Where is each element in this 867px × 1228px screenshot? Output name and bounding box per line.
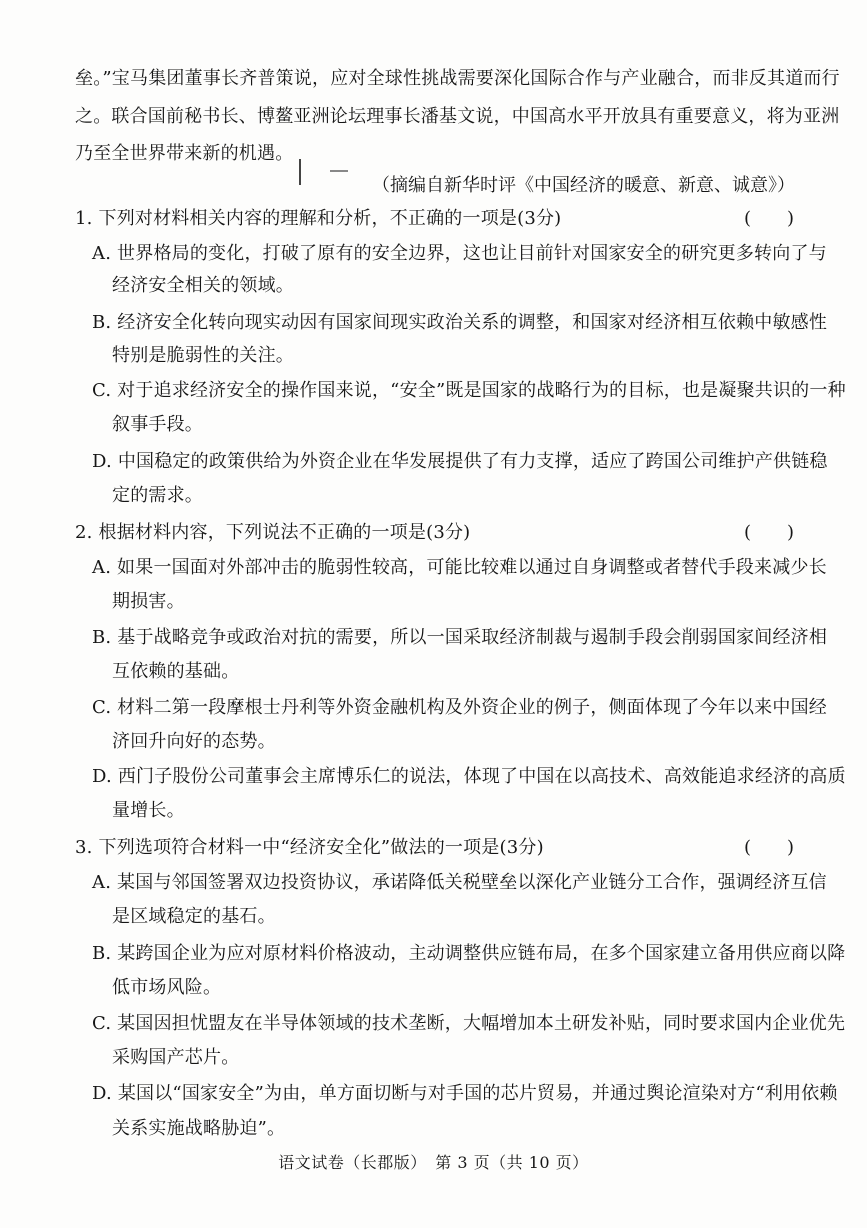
passage-line-3: 乃至全世界带来新的机遇。 (75, 143, 294, 164)
question-3-option-c: C. 某国因担忧盟友在半导体领域的技术垄断，大幅增加本土研发补贴，同时要求国内企业优先 (92, 1013, 846, 1034)
passage-line-2: 之。联合国前秘书长、博鳌亚洲论坛理事长潘基文说，中国高水平开放具有重要意义，将为亚洲 (75, 106, 840, 127)
question-3-option-d: D. 某国以“国家安全”为由，单方面切断与对手国的芯片贸易，并通过舆论渲染对方“利用依赖 (92, 1083, 838, 1104)
question-1-option-c-cont: 叙事手段。 (112, 414, 203, 435)
question-2-option-a-cont: 期损害。 (112, 591, 185, 612)
passage-source: （摘编自新华时评《中国经济的暖意、新意、诚意》） (372, 175, 795, 196)
question-1-option-b-cont: 特别是脆弱性的关注。 (112, 345, 294, 366)
question-1-stem: 1. 下列对材料相关内容的理解和分析，不正确的一项是(3分) (75, 208, 562, 229)
question-1-option-b: B. 经济安全化转向现实动因有国家间现实政治关系的调整，和国家对经济相互依赖中敏感性 (92, 312, 828, 333)
question-2-option-b-cont: 互依赖的基础。 (112, 661, 240, 682)
page-footer: 语文试卷（长郡版） 第 3 页（共 10 页） (278, 1153, 589, 1172)
question-2-answer-blank[interactable]: ( ) (744, 522, 795, 543)
question-2-option-a: A. 如果一国面对外部冲击的脆弱性较高，可能比较难以通过自身调整或者替代手段来减少长 (92, 557, 827, 578)
question-1-answer-blank[interactable]: ( ) (744, 208, 795, 229)
question-3-option-b: B. 某跨国企业为应对原材料价格波动，主动调整供应链布局，在多个国家建立备用供应商以降 (92, 943, 846, 964)
question-1-option-c: C. 对于追求经济安全的操作国来说，“安全”既是国家的战略行为的目标，也是凝聚共识的一种 (92, 380, 846, 401)
question-3-option-a-cont: 是区域稳定的基石。 (112, 906, 276, 927)
question-1-option-a-cont: 经济安全相关的领域。 (112, 275, 294, 296)
question-3-option-b-cont: 低市场风险。 (112, 977, 222, 998)
question-1-option-d: D. 中国稳定的政策供给为外资企业在华发展提供了有力支撑，适应了跨国公司维护产供链稳 (92, 451, 828, 472)
question-2-option-d: D. 西门子股份公司董事会主席博乐仁的说法，体现了中国在以高技术、高效能追求经济的高质 (92, 766, 846, 787)
question-2-option-b: B. 基于战略竞争或政治对抗的需要，所以一国采取经济制裁与遏制手段会削弱国家间经济相 (92, 627, 828, 648)
question-3-answer-blank[interactable]: ( ) (744, 837, 795, 858)
question-3-stem: 3. 下列选项符合材料一中“经济安全化”做法的一项是(3分) (75, 837, 544, 858)
question-2-option-d-cont: 量增长。 (112, 800, 185, 821)
scan-artifact-2 (330, 170, 348, 172)
question-2-option-c-cont: 济回升向好的态势。 (112, 731, 276, 752)
question-1-option-d-cont: 定的需求。 (112, 485, 203, 506)
scan-artifact (299, 159, 301, 185)
passage-line-1: 垒。”宝马集团董事长齐普策说，应对全球性挑战需要深化国际合作与产业融合，而非反其道而行 (75, 68, 840, 89)
question-3-option-a: A. 某国与邻国签署双边投资协议，承诺降低关税壁垒以深化产业链分工合作，强调经济互信 (92, 872, 827, 893)
question-2-option-c: C. 材料二第一段摩根士丹利等外资金融机构及外资企业的例子，侧面体现了今年以来中国经 (92, 697, 827, 718)
question-3-option-c-cont: 采购国产芯片。 (112, 1047, 240, 1068)
question-2-stem: 2. 根据材料内容，下列说法不正确的一项是(3分) (75, 522, 471, 543)
question-1-option-a: A. 世界格局的变化，打破了原有的安全边界，这也让目前针对国家安全的研究更多转向了与 (92, 243, 827, 264)
question-3-option-d-cont: 关系实施战略胁迫”。 (112, 1118, 286, 1139)
